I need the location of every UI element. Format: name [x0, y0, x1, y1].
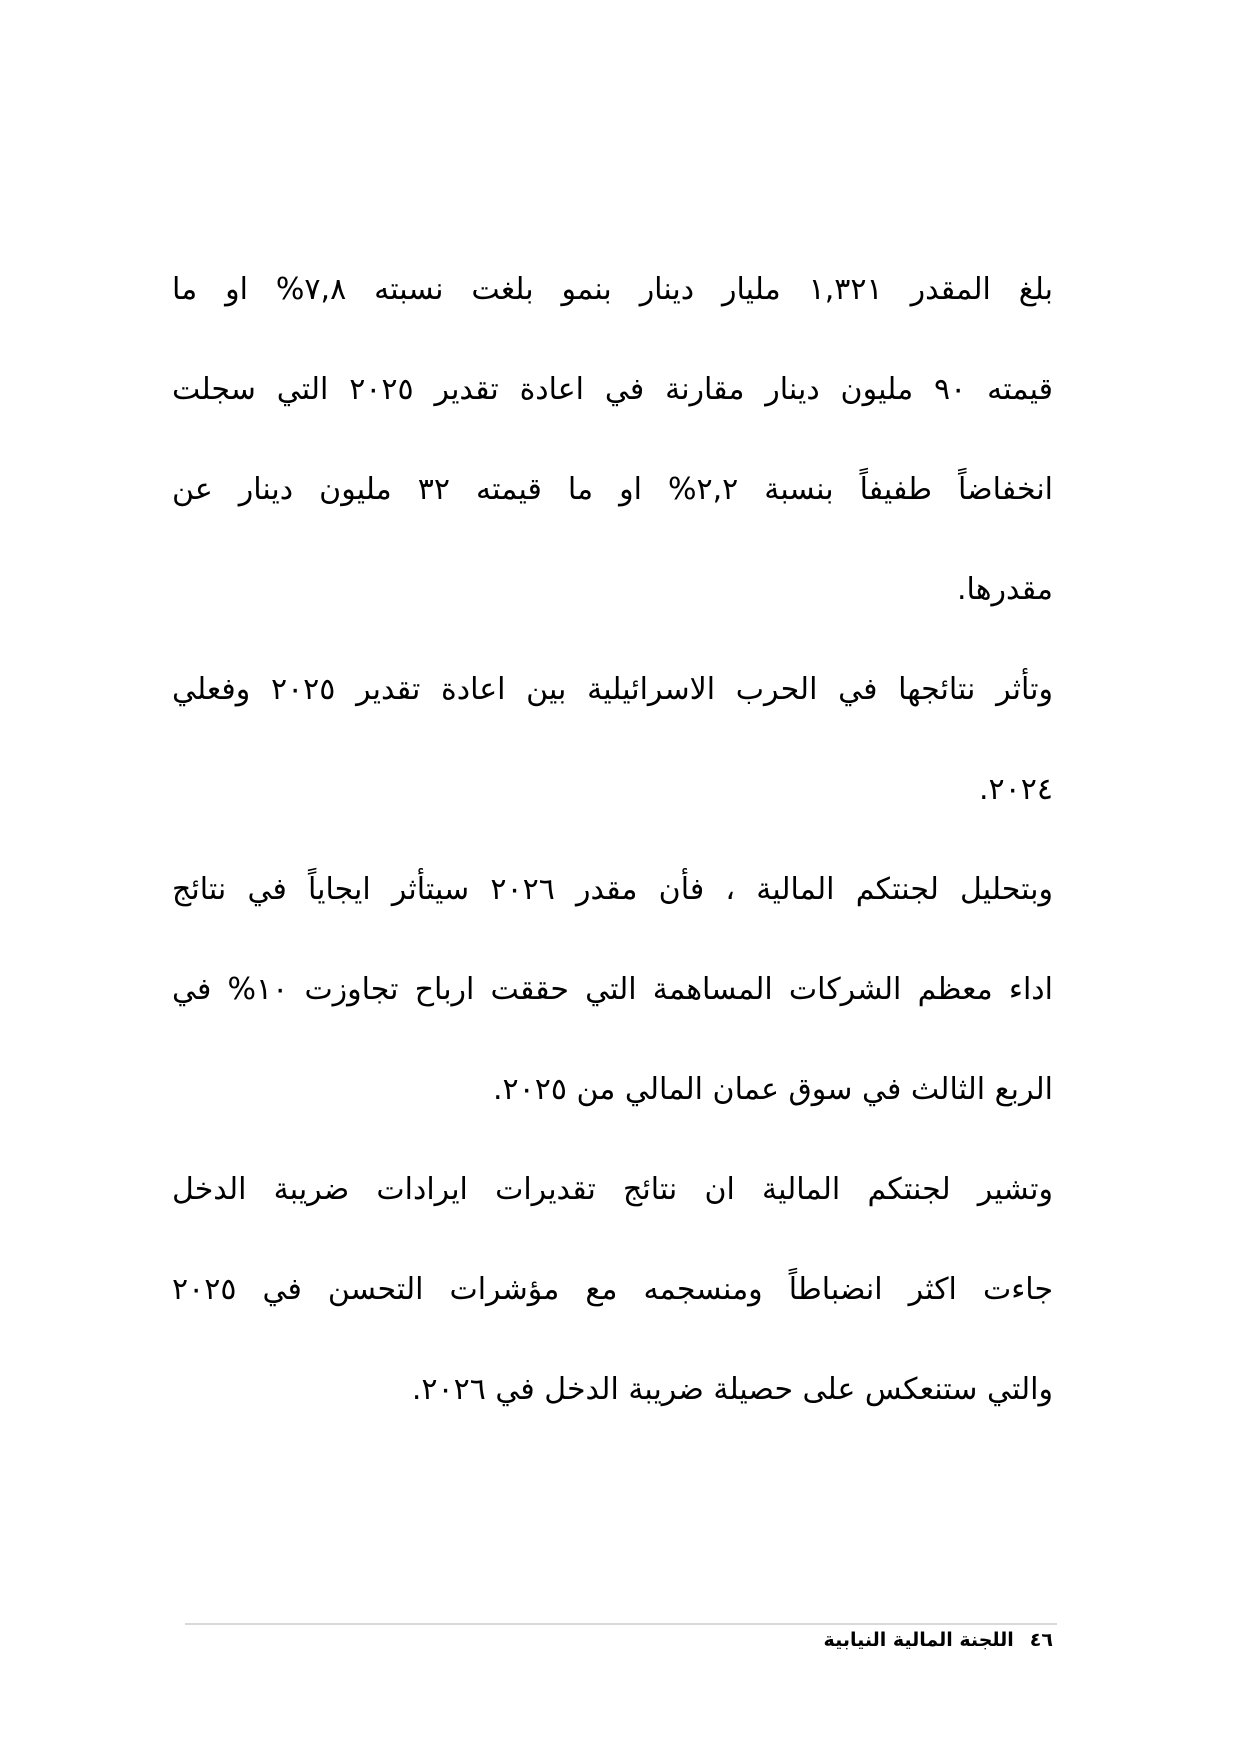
body-line-6: ٢٠٢٤. — [979, 772, 1053, 807]
page-number: ٤٦ — [1029, 1629, 1053, 1651]
body-line-1: بلغ المقدر ١,٣٢١ مليار دينار بنمو بلغت نسبته ٧,٨% او ما — [172, 272, 1053, 307]
body-line-2: قيمته ٩٠ مليون دينار مقارنة في اعادة تقدير ٢٠٢٥ التي سجلت — [172, 372, 1053, 407]
committee-title: اللجنة المالية النيابية — [823, 1629, 1014, 1651]
body-line-3: انخفاضاً طفيفاً بنسبة ٢,٢% او ما قيمته ٣٢ مليون دينار عن — [172, 472, 1054, 507]
body-line-7: وبتحليل لجنتكم المالية ، فأن مقدر ٢٠٢٦ سيتأثر ايجاياً في نتائج — [172, 872, 1054, 907]
body-line-8: اداء معظم الشركات المساهمة التي حققت ارباح تجاوزت ١٠% في — [172, 972, 1053, 1007]
footer-divider — [185, 1623, 1057, 1625]
body-text — [172, 240, 1053, 1440]
body-line-12: والتي ستنعكس على حصيلة ضريبة الدخل في ٢٠٢٦. — [411, 1372, 1053, 1407]
body-line-9: الربع الثالث في سوق عمان المالي من ٢٠٢٥. — [492, 1072, 1053, 1107]
page-footer — [824, 1626, 1053, 1654]
body-line-11: جاءت اكثر انضباطاً ومنسجمه مع مؤشرات التحسن في ٢٠٢٥ — [172, 1272, 1053, 1307]
body-line-4: مقدرها. — [957, 572, 1053, 607]
body-line-5: وتأثر نتائجها في الحرب الاسرائيلية بين اعادة تقدير ٢٠٢٥ وفعلي — [172, 672, 1053, 707]
body-line-10: وتشير لجنتكم المالية ان نتائج تقديرات ايرادات ضريبة الدخل — [172, 1172, 1053, 1207]
